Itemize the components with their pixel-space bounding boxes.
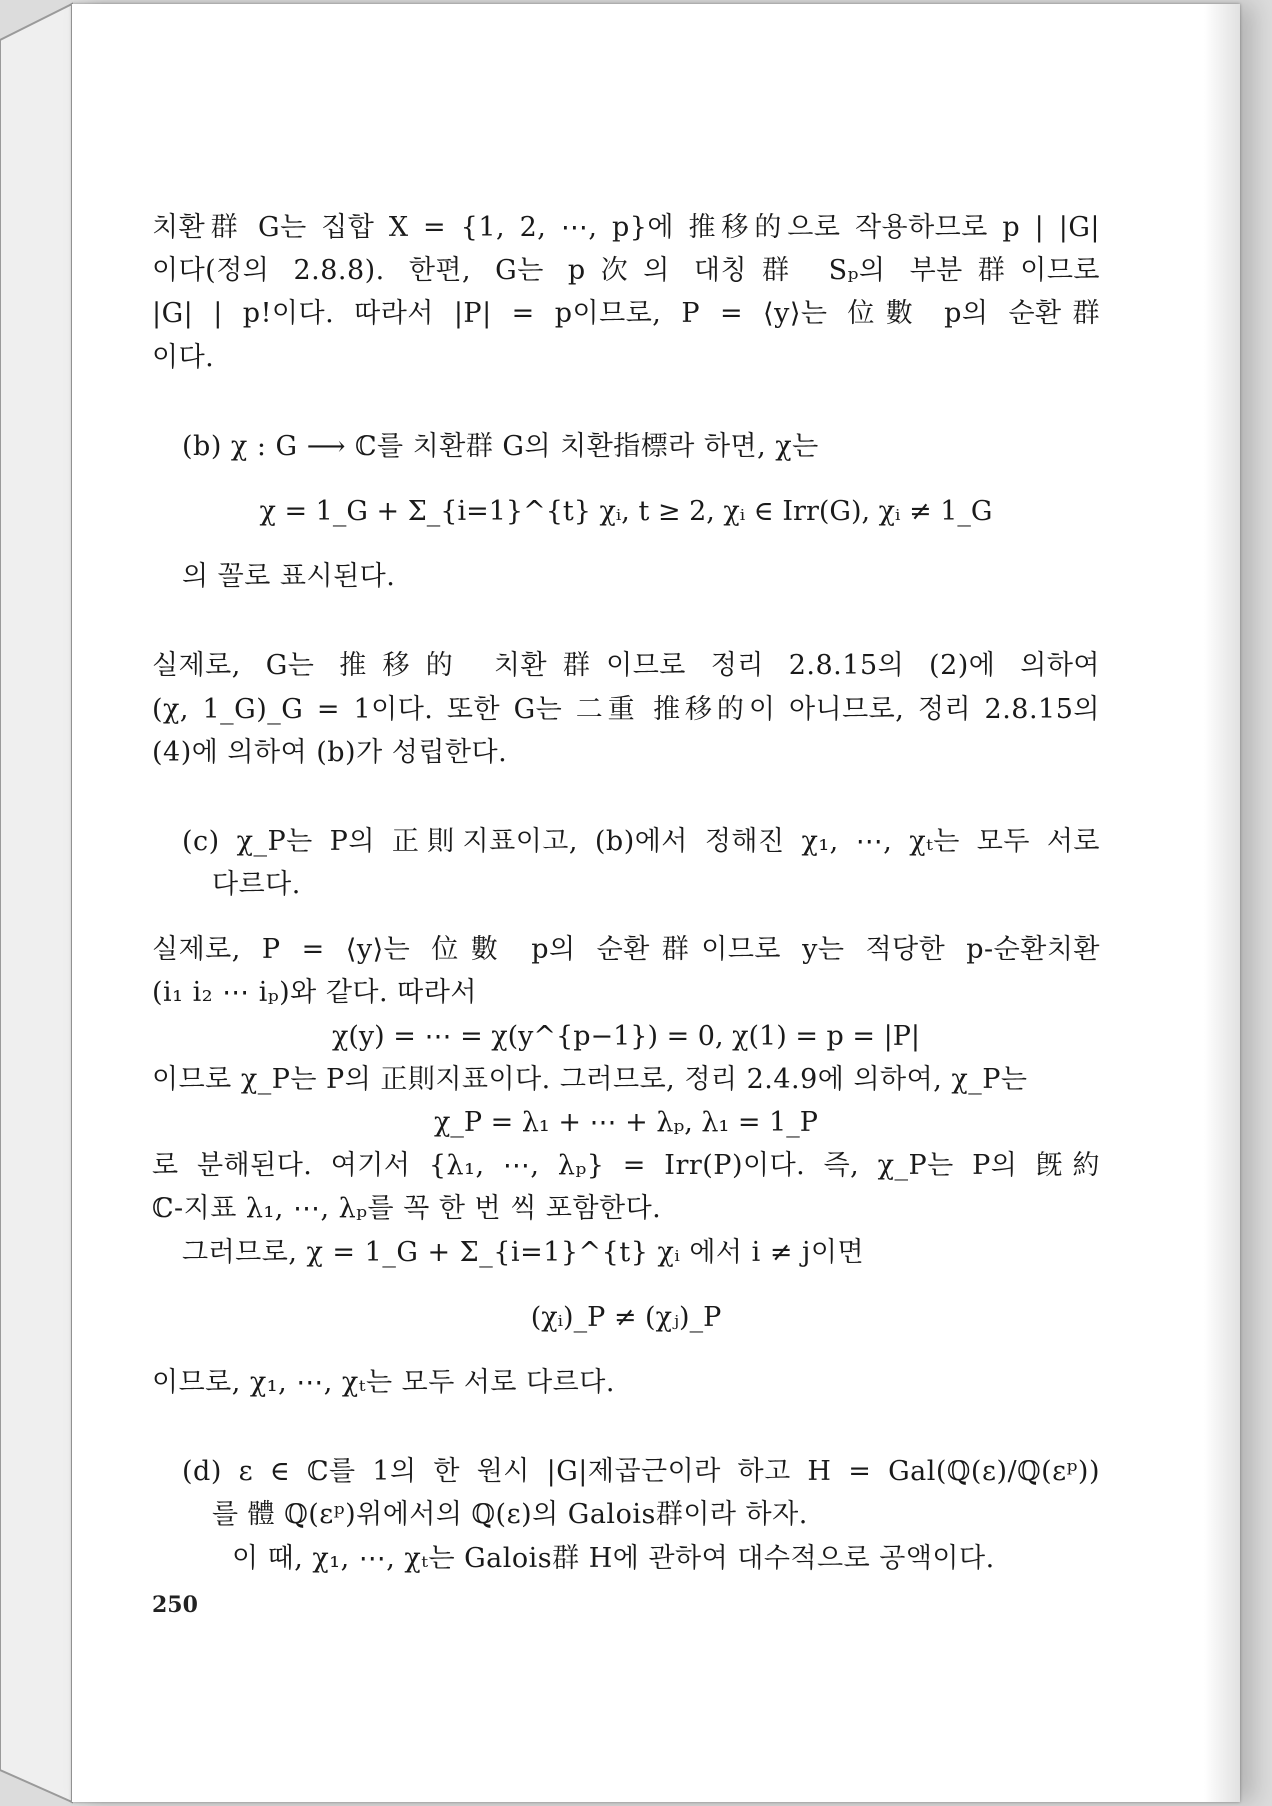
text-line: 의 꼴로 표시된다. (182, 561, 396, 593)
paragraph-transitive-action (152, 206, 1100, 379)
text-line: 이다. (152, 341, 215, 373)
text-line: (i₁ i₂ ⋯ iₚ)와 같다. 따라서 (152, 977, 477, 1009)
text-line: 치환群 G는 집합 X = {1, 2, ⋯, p}에 推移的으로 작용하므로 p | |G| (152, 212, 1100, 243)
text-line: 를 體 ℚ(εᵖ)위에서의 ℚ(ε)의 Galois群이라 하자. (212, 1499, 808, 1531)
text-line: 이다(정의 2.8.8). 한편, G는 p次의 대칭群 Sₚ의 부분群이므로 (152, 255, 1100, 287)
text-line: (c) χ_P는 P의 正則지표이고, (b)에서 정해진 χ₁, ⋯, χₜ는 모두 서로 (182, 825, 1100, 857)
paragraph-proof-c (152, 928, 1100, 1014)
text-line: 다르다. (212, 869, 301, 901)
text-line: (d) ε ∈ ℂ를 1의 한 원시 |G|제곱근이라 하고 H = Gal(ℚ(ε)/ℚ(εᵖ)) (182, 1456, 1100, 1488)
text-line: (b) χ : G ⟶ ℂ를 치환群 G의 치환指標라 하면, χ는 (182, 430, 819, 462)
text-line: 그러므로, χ = 1_G + Σ_{i=1}^{t} χᵢ 에서 i ≠ j이면 (182, 1236, 865, 1268)
text-line: 실제로, G는 推移的 치환群이므로 정리 2.8.15의 (2)에 의하여 (152, 650, 1100, 682)
text-line: (4)에 의하여 (b)가 성립한다. (152, 736, 508, 768)
item-c (152, 820, 1100, 906)
text-line: 이 때, χ₁, ⋯, χₜ는 Galois群 H에 관하여 대수적으로 공액이다. (232, 1542, 995, 1574)
text-line: 로 분해된다. 여기서 {λ₁, ⋯, λₚ} = Irr(P)이다. 즉, χ_P는 P의 旣約 (152, 1150, 1100, 1182)
paragraph-irreducible (152, 1144, 1100, 1230)
text-line: 이므로, χ₁, ⋯, χₜ는 모두 서로 다르다. (152, 1366, 615, 1398)
text-line: (χ, 1_G)_G = 1이다. 또한 G는 二重 推移的이 아니므로, 정리 2.8.15의 (152, 693, 1100, 725)
equation-character-decomposition: χ = 1_G + Σ_{i=1}^{t} χᵢ, t ≥ 2, χᵢ ∈ Irr(G), χᵢ ≠ 1_G (259, 495, 993, 527)
page-content (152, 206, 1100, 1580)
text-line: |G| | p!이다. 따라서 |P| = p이므로, P = ⟨y⟩는 位數 p의 순환群 (152, 298, 1100, 330)
text-line: ℂ-지표 λ₁, ⋯, λₚ를 꼭 한 번 씩 포함한다. (152, 1193, 662, 1225)
equation-regular-character: χ_P = λ₁ + ⋯ + λₚ, λ₁ = 1_P (434, 1107, 818, 1138)
equation-restrictions-distinct: (χᵢ)_P ≠ (χⱼ)_P (530, 1301, 722, 1333)
paragraph-proof-b (152, 644, 1100, 774)
text-line: 이므로 χ_P는 P의 正則지표이다. 그러므로, 정리 2.4.9에 의하여, χ_P는 (152, 1063, 1028, 1095)
item-d (152, 1450, 1100, 1580)
text-line: 실제로, P = ⟨y⟩는 位數 p의 순환群이므로 y는 적당한 p-순환치환 (152, 934, 1100, 966)
page-edge-shadow (1204, 4, 1240, 1802)
item-b (152, 425, 1100, 468)
equation-character-values: χ(y) = ⋯ = χ(y^{p−1}) = 0, χ(1) = p = |P| (332, 1020, 920, 1052)
page-number: 250 (152, 1592, 198, 1618)
